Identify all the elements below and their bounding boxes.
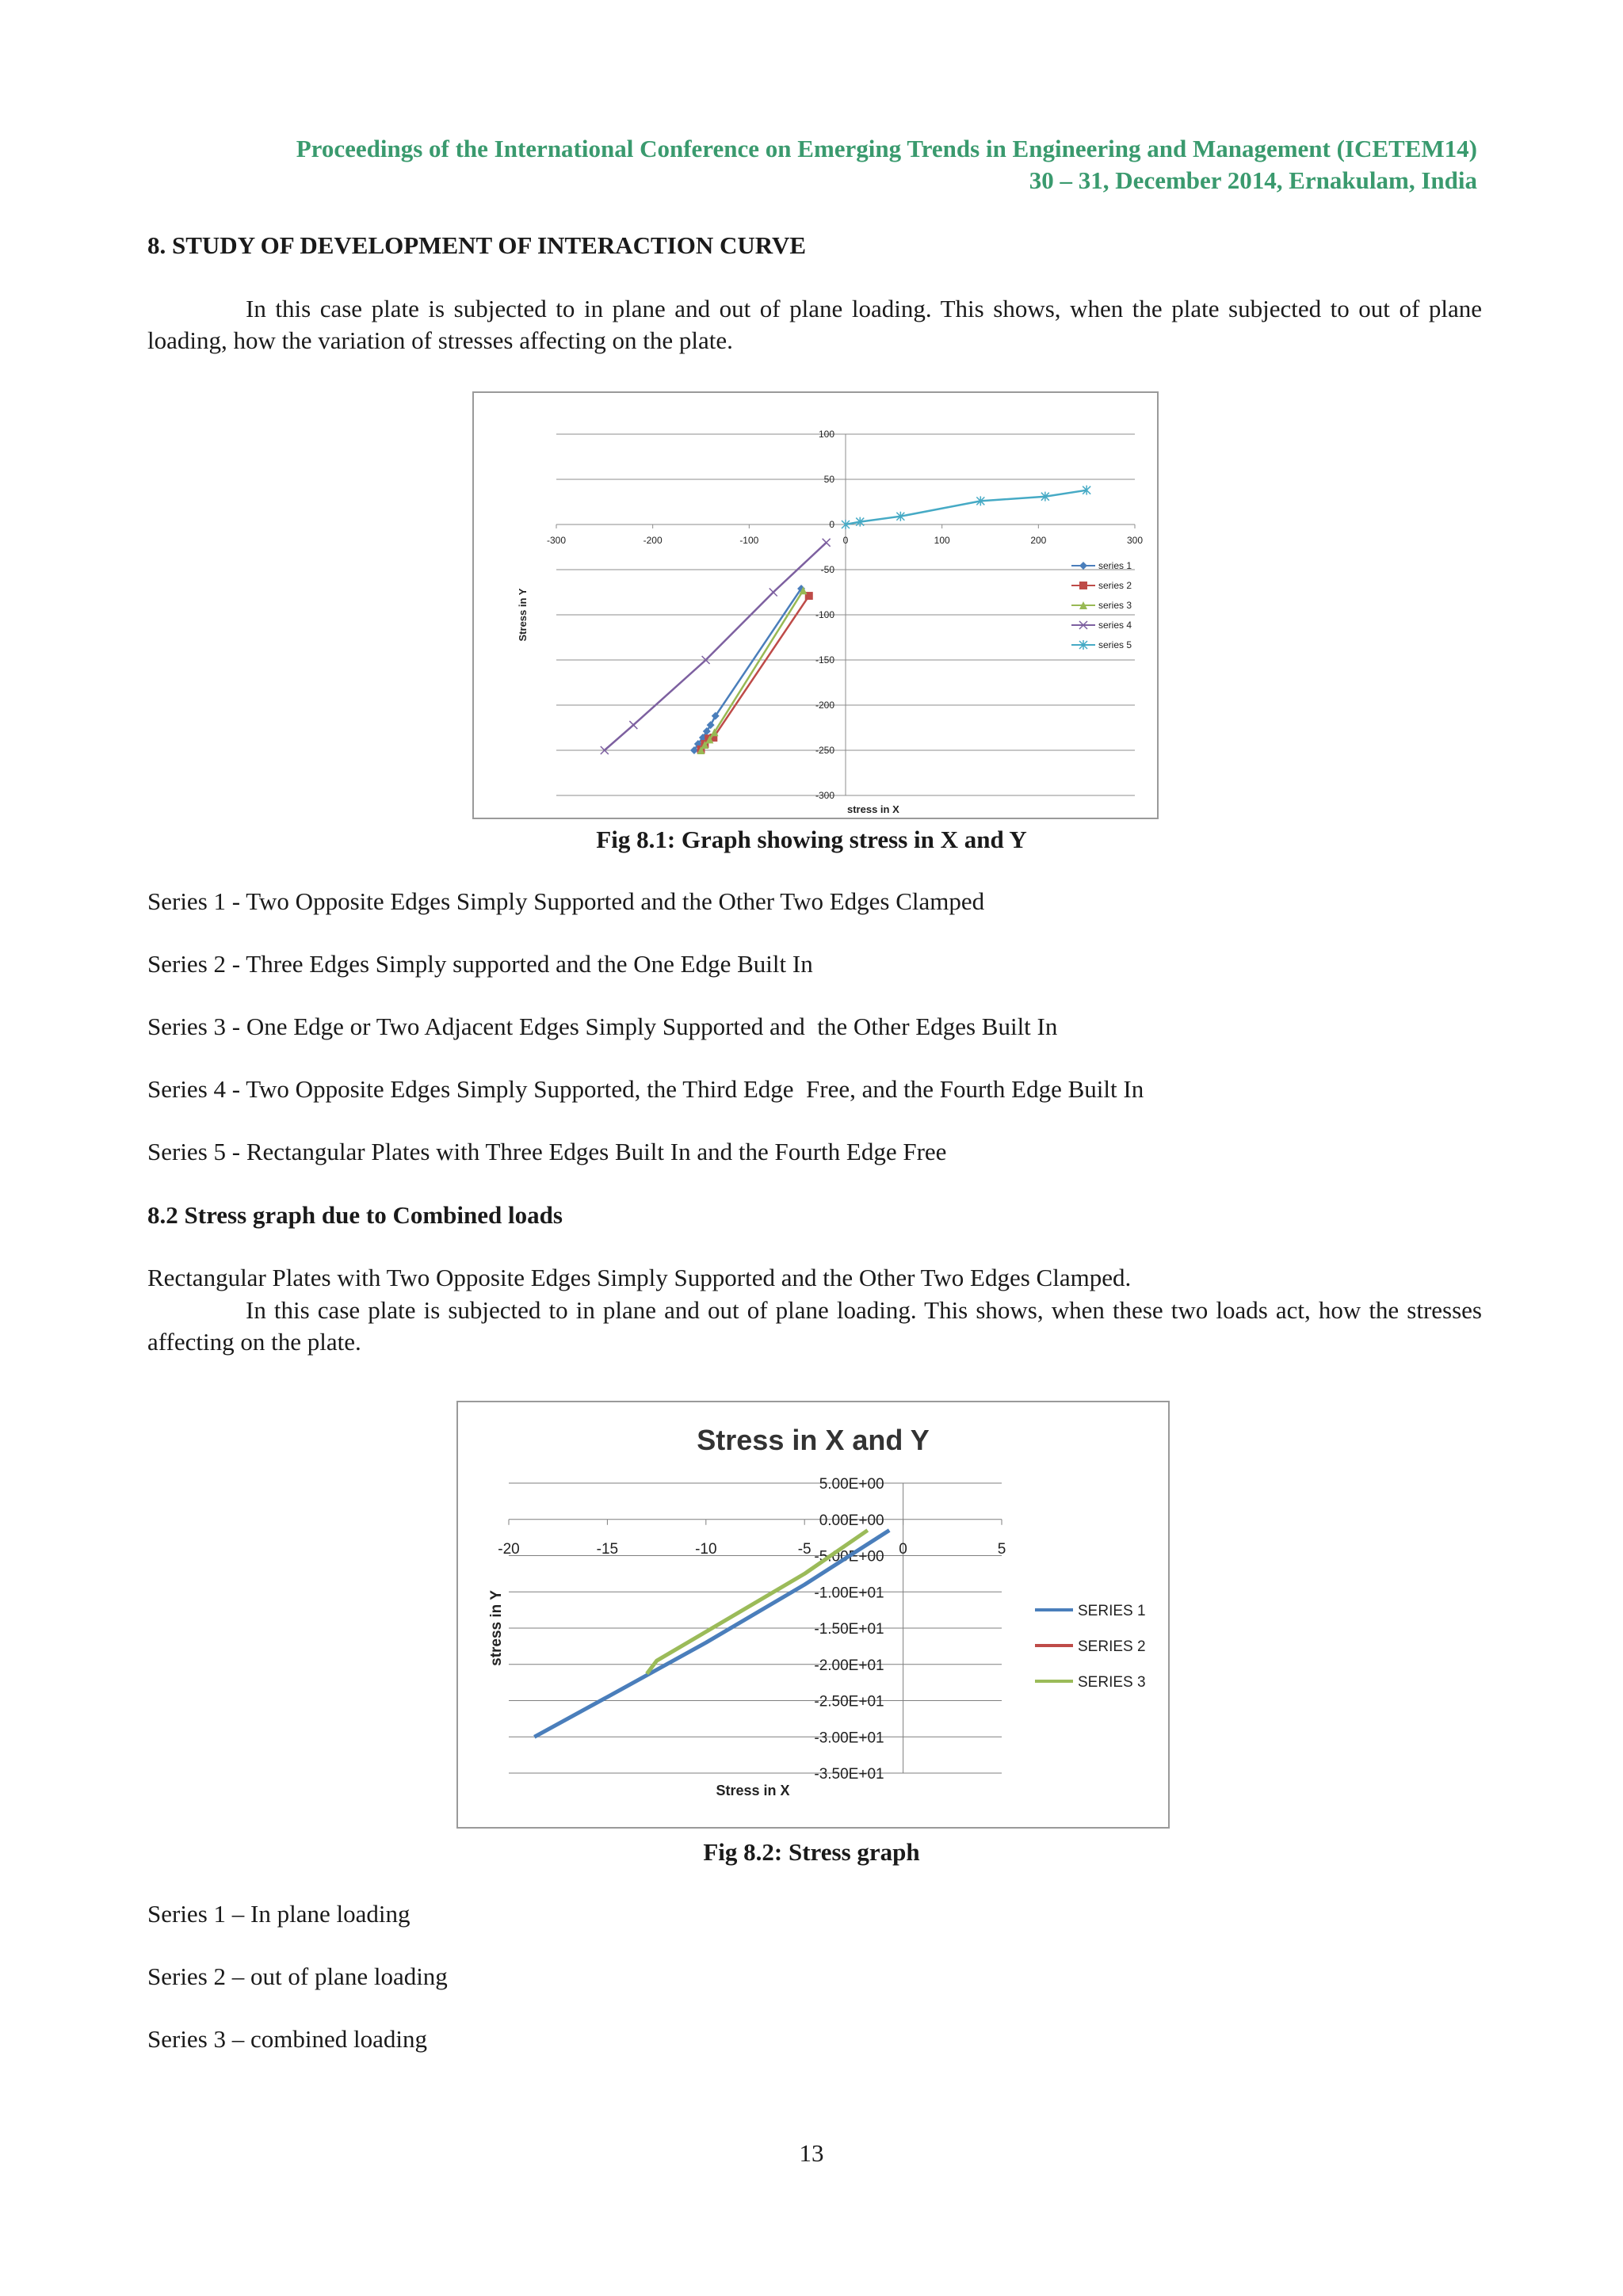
- legend-label: series 5: [1098, 639, 1132, 650]
- header-dates: 30 – 31, December 2014, Ernakulam, India: [1029, 166, 1477, 194]
- y-axis-label: Stress in Y: [517, 588, 529, 642]
- chart-stress-xy: [474, 393, 1157, 818]
- x-tick-label: -200: [643, 535, 663, 546]
- x-tick-label: -300: [546, 535, 567, 546]
- series-description: Series 3 - One Edge or Two Adjacent Edges Simply Supported and the Other Edges Built In: [147, 1013, 1058, 1040]
- y-tick-label: 100: [818, 429, 834, 440]
- data-point: [629, 721, 637, 729]
- y-tick-label: -200: [815, 700, 834, 711]
- figure-8-2: [456, 1401, 1170, 1829]
- chart-stress-graph: [458, 1402, 1168, 1827]
- data-point: [769, 589, 777, 597]
- y-axis-label: stress in Y: [488, 1590, 505, 1666]
- series-line: [647, 1531, 868, 1674]
- legend-label: SERIES 3: [1078, 1674, 1146, 1691]
- page-number: 13: [799, 2139, 824, 2167]
- figure-caption: Fig 8.2: Stress graph: [703, 1838, 920, 1866]
- x-tick-label: 0: [899, 1540, 907, 1558]
- y-tick-label: 0: [829, 519, 834, 530]
- chart-title: Stress in X and Y: [697, 1424, 930, 1456]
- x-tick-label: -15: [596, 1540, 619, 1558]
- x-tick-label: 300: [1126, 535, 1144, 546]
- figure-8-1: [472, 391, 1159, 819]
- y-tick-label: -50: [820, 564, 834, 575]
- header-title: Proceedings of the International Conference on Emerging Trends in Engineering and Management (ICETEM14): [296, 135, 1477, 162]
- data-point: [823, 539, 831, 547]
- y-tick-label: -3.00E+01: [814, 1730, 884, 1747]
- legend-label: series 2: [1098, 580, 1132, 591]
- series-description: Series 1 - Two Opposite Edges Simply Supported and the Other Two Edges Clamped: [147, 887, 985, 915]
- legend-label: series 4: [1098, 620, 1132, 631]
- x-tick-label: 5: [997, 1540, 1006, 1558]
- legend-label: series 1: [1098, 560, 1132, 571]
- y-tick-label: -3.50E+01: [814, 1766, 884, 1783]
- y-tick-label: -250: [815, 745, 834, 756]
- x-tick-label: -5: [797, 1540, 812, 1558]
- x-axis-label: Stress in X: [716, 1783, 790, 1798]
- y-tick-label: 50: [823, 474, 834, 485]
- legend-label: SERIES 1: [1078, 1603, 1146, 1619]
- x-tick-label: -20: [498, 1540, 520, 1558]
- x-axis-label: stress in X: [847, 803, 899, 815]
- x-tick-label: 0: [842, 535, 849, 546]
- figure-caption: Fig 8.1: Graph showing stress in X and Y: [596, 826, 1027, 853]
- x-tick-label: -100: [739, 535, 759, 546]
- series-description: Series 4 - Two Opposite Edges Simply Supported, the Third Edge Free, and the Fourth Edge Built In: [147, 1075, 1144, 1103]
- y-tick-label: -100: [815, 609, 834, 620]
- x-tick-label: -10: [695, 1540, 717, 1558]
- series-description: Series 1 – In plane loading: [147, 1900, 411, 1928]
- series-description: Series 2 - Three Edges Simply supported and the One Edge Built In: [147, 950, 813, 978]
- section-heading: 8. STUDY OF DEVELOPMENT OF INTERACTION CURVE: [147, 231, 807, 259]
- legend-label: SERIES 2: [1078, 1638, 1146, 1655]
- y-tick-label: 0.00E+00: [819, 1512, 884, 1529]
- series-line: [846, 490, 1086, 524]
- section-paragraph: In this case plate is subjected to in plane and out of plane loading. This shows, when the plate subjected to out of plane loading, how the variation of stresses affecting on the plate.: [147, 295, 1482, 354]
- section-paragraph: In this case plate is subjected to in plane and out of plane loading. This shows, when these two loads act, how the stresses affecting on the plate.: [147, 1296, 1482, 1356]
- y-tick-label: -1.00E+01: [814, 1585, 884, 1602]
- data-point: [1079, 582, 1087, 589]
- y-tick-label: -300: [815, 790, 834, 801]
- section-intro-line: Rectangular Plates with Two Opposite Edges Simply Supported and the Other Two Edges Clamped.: [147, 1264, 1132, 1291]
- section-heading: 8.2 Stress graph due to Combined loads: [147, 1201, 563, 1229]
- data-point: [1079, 562, 1087, 570]
- series-description: Series 5 - Rectangular Plates with Three Edges Built In and the Fourth Edge Free: [147, 1138, 947, 1165]
- y-tick-label: -2.00E+01: [814, 1657, 884, 1674]
- y-tick-label: -2.50E+01: [814, 1693, 884, 1711]
- y-tick-label: -5.00E+00: [814, 1548, 884, 1566]
- y-tick-label: -150: [815, 654, 834, 666]
- series-description: Series 2 – out of plane loading: [147, 1962, 448, 1990]
- x-tick-label: 100: [934, 535, 950, 546]
- y-tick-label: -1.50E+01: [814, 1621, 884, 1638]
- x-tick-label: 200: [1030, 535, 1047, 546]
- series-description: Series 3 – combined loading: [147, 2025, 427, 2053]
- legend-label: series 3: [1098, 600, 1132, 611]
- y-tick-label: 5.00E+00: [819, 1476, 884, 1493]
